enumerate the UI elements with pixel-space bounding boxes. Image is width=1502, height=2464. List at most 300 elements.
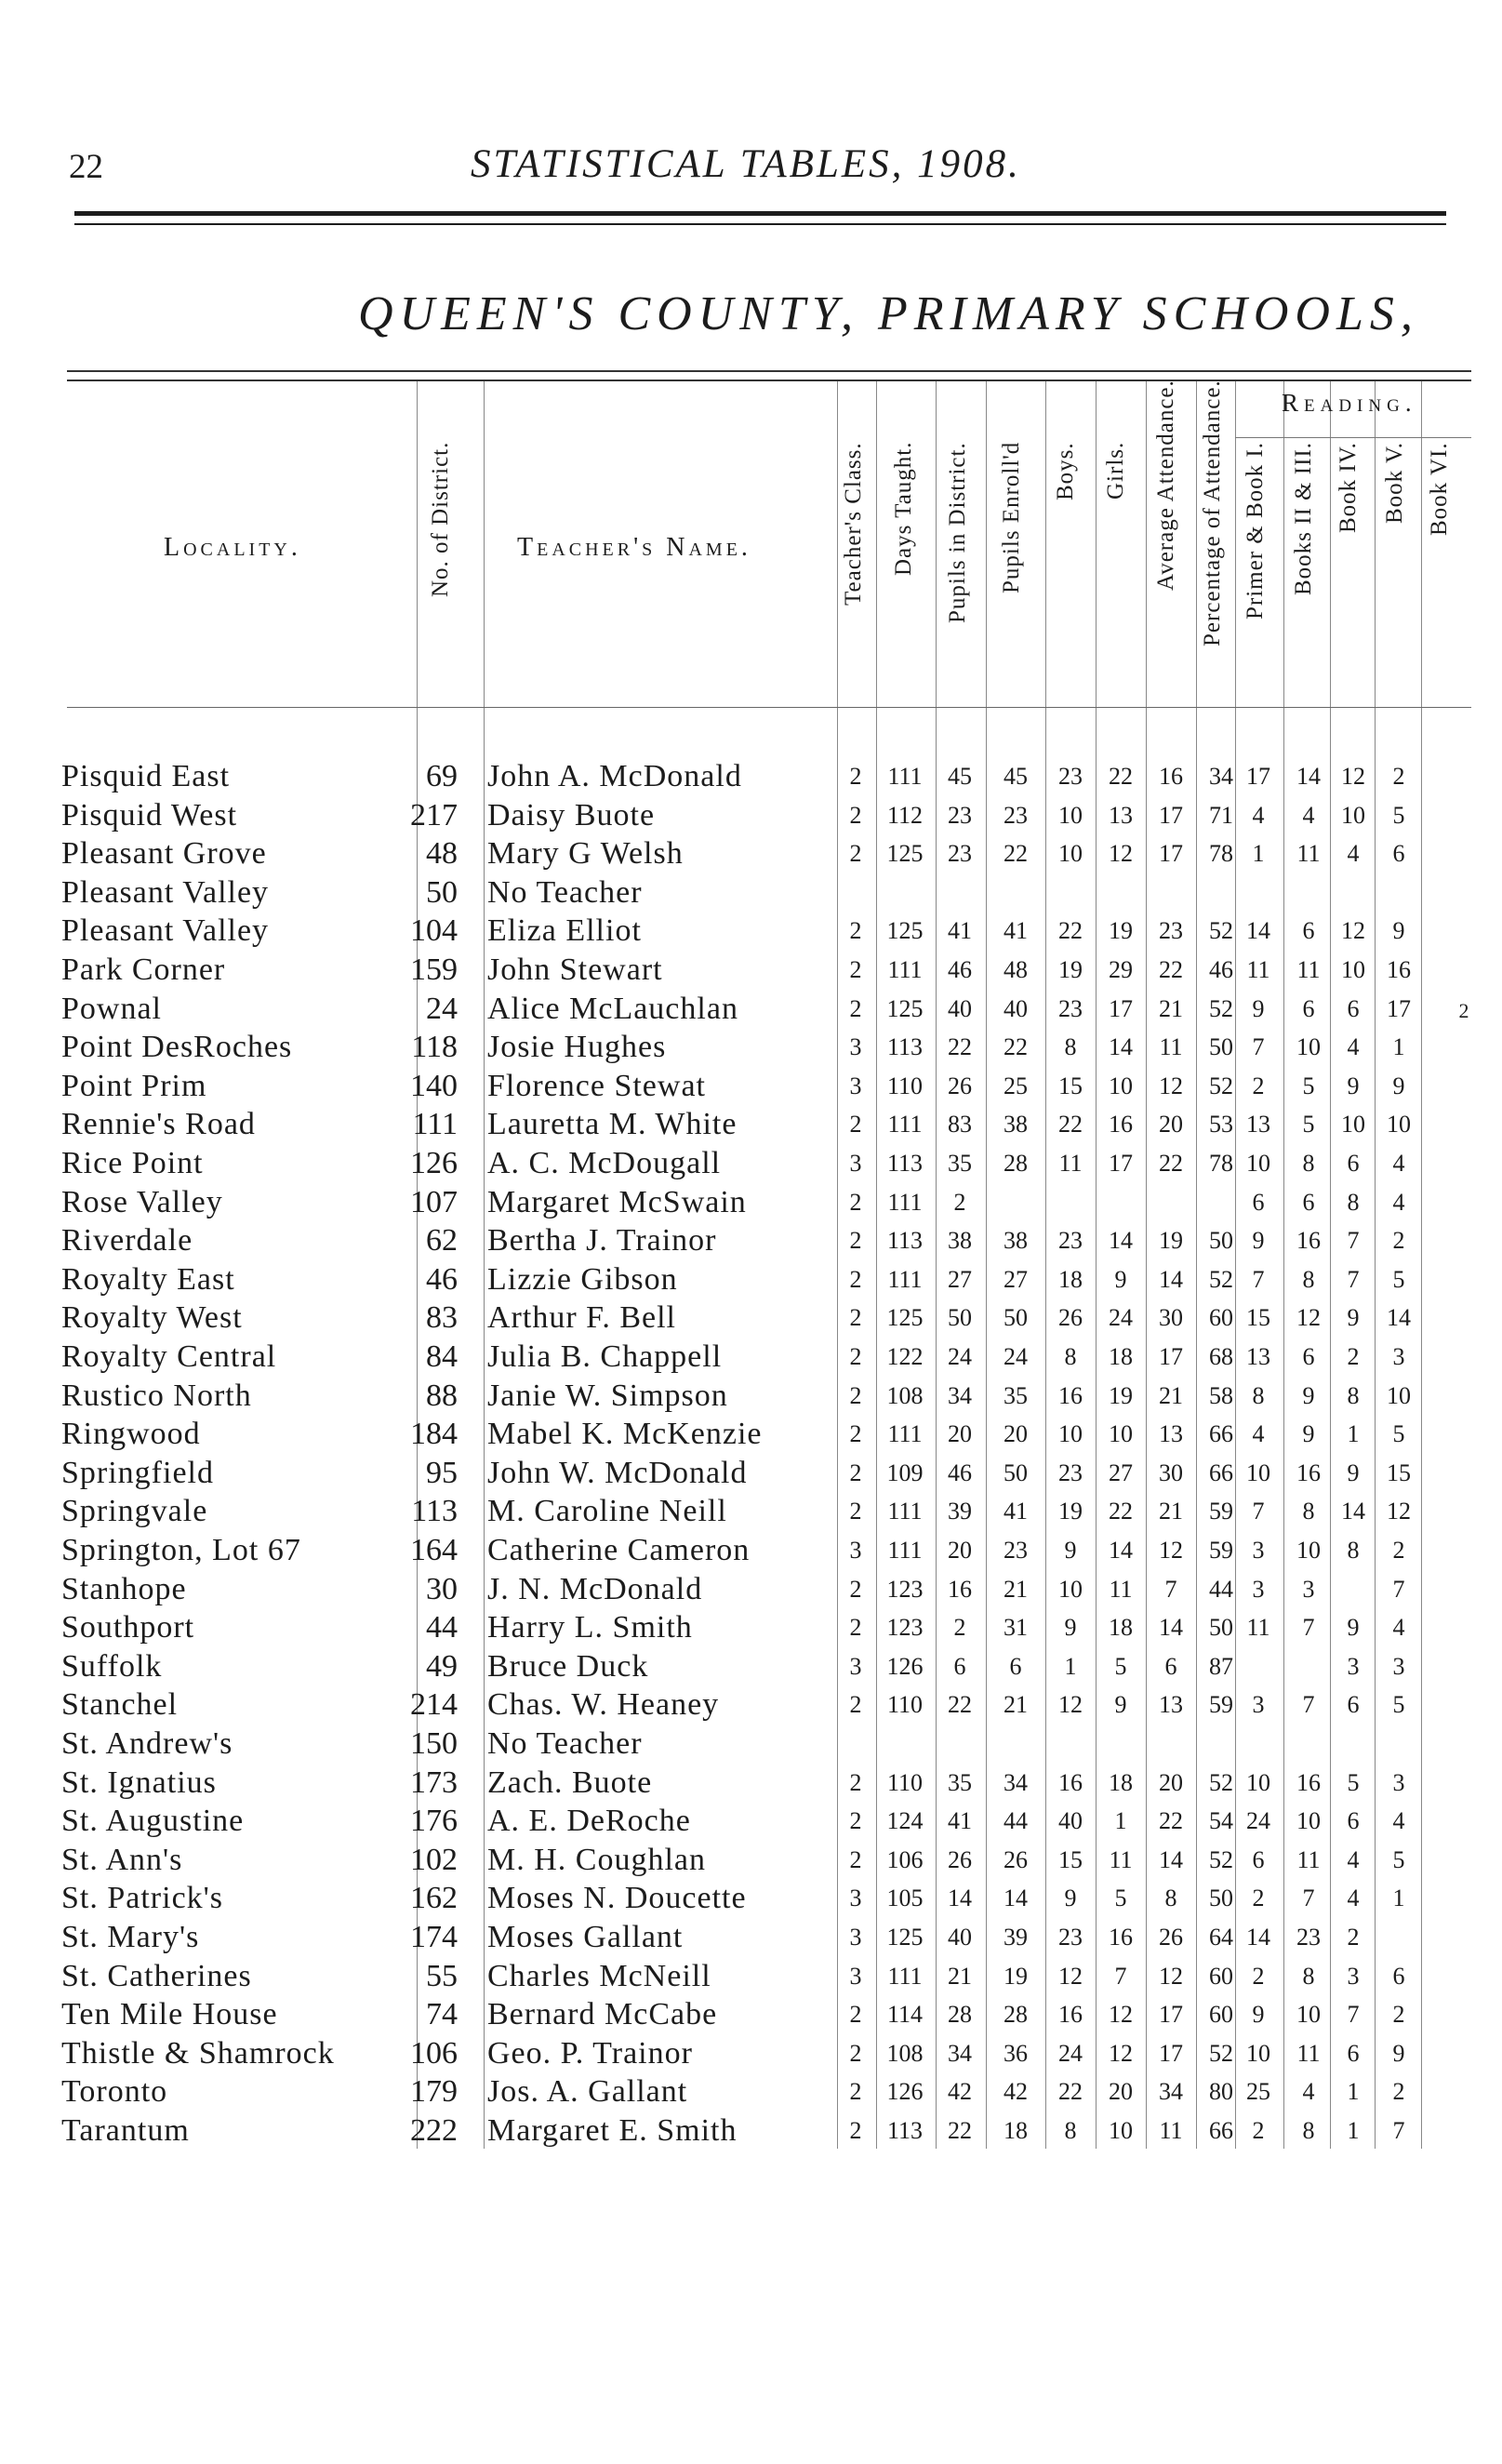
cell-locality: Springfield xyxy=(61,1455,214,1490)
cell-dist: 34 xyxy=(948,1381,972,1409)
cell-no: 106 xyxy=(410,2035,458,2071)
cell-b5: 4 xyxy=(1392,1150,1405,1177)
cell-no: 214 xyxy=(410,1687,458,1723)
cell-b4: 4 xyxy=(1347,1845,1360,1873)
cell-cls: 2 xyxy=(849,2039,862,2067)
cell-b5: 6 xyxy=(1392,1962,1405,1990)
cell-avg: 26 xyxy=(1159,1924,1183,1951)
cell-days: 126 xyxy=(886,1652,924,1680)
cell-avg: 13 xyxy=(1159,1420,1183,1448)
cell-teacher: Mary G Welsh xyxy=(487,836,684,872)
header-rule-thin xyxy=(74,223,1446,225)
cell-girls: 14 xyxy=(1109,1537,1133,1564)
cell-no: 24 xyxy=(426,991,458,1026)
cell-b23: 16 xyxy=(1296,1768,1321,1796)
table-row xyxy=(0,757,1502,796)
cell-b1: 6 xyxy=(1252,1845,1265,1873)
cell-boys: 10 xyxy=(1058,801,1083,829)
cell-enr: 44 xyxy=(1004,1807,1028,1835)
cell-cls: 3 xyxy=(849,1652,862,1680)
cell-b23: 5 xyxy=(1302,1072,1315,1099)
cell-locality: Suffolk xyxy=(61,1648,163,1684)
cell-teacher: Bruce Duck xyxy=(487,1648,649,1684)
cell-dist: 22 xyxy=(948,1033,972,1061)
cell-locality: Pleasant Valley xyxy=(61,913,270,949)
cell-days: 125 xyxy=(886,994,924,1022)
cell-b5: 14 xyxy=(1387,1304,1411,1332)
cell-avg: 17 xyxy=(1159,1343,1183,1370)
cell-no: 95 xyxy=(426,1455,458,1490)
cell-pct: 52 xyxy=(1209,917,1233,945)
cell-b4: 14 xyxy=(1341,1498,1365,1525)
cell-b5: 1 xyxy=(1392,1033,1405,1061)
cell-enr: 23 xyxy=(1004,1537,1028,1564)
cell-teacher: Arthur F. Bell xyxy=(487,1300,676,1336)
cell-days: 106 xyxy=(886,1845,924,1873)
cell-avg: 22 xyxy=(1159,1807,1183,1835)
cell-teacher: Lizzie Gibson xyxy=(487,1261,678,1297)
cell-cls: 2 xyxy=(849,2001,862,2029)
cell-cls: 3 xyxy=(849,1924,862,1951)
cell-b1: 17 xyxy=(1246,763,1270,790)
cell-dist: 20 xyxy=(948,1420,972,1448)
cell-b4: 5 xyxy=(1347,1768,1360,1796)
cell-days: 111 xyxy=(887,1962,923,1990)
cell-locality: Southport xyxy=(61,1610,195,1645)
cell-locality: St. Ann's xyxy=(61,1842,183,1877)
cell-avg: 34 xyxy=(1159,2078,1183,2106)
cell-b23: 4 xyxy=(1302,2078,1315,2106)
cell-avg: 17 xyxy=(1159,801,1183,829)
header-average-attendance: Average Attendance. xyxy=(1153,380,1178,591)
cell-locality: Stanchel xyxy=(61,1687,179,1723)
cell-boys: 9 xyxy=(1064,1614,1077,1642)
cell-teacher: J. N. McDonald xyxy=(487,1571,703,1606)
cell-no: 55 xyxy=(426,1958,458,1993)
cell-girls: 5 xyxy=(1114,1885,1127,1912)
cell-cls: 2 xyxy=(849,1575,862,1603)
cell-days: 111 xyxy=(887,1537,923,1564)
cell-pct: 66 xyxy=(1209,2117,1233,2144)
table-row xyxy=(0,1221,1502,1260)
cell-b1: 7 xyxy=(1252,1033,1265,1061)
cell-cls: 2 xyxy=(849,1265,862,1293)
cell-no: 48 xyxy=(426,836,458,872)
cell-pct: 52 xyxy=(1209,1265,1233,1293)
cell-b5: 3 xyxy=(1392,1768,1405,1796)
cell-no: 176 xyxy=(410,1804,458,1839)
cell-days: 111 xyxy=(887,1498,923,1525)
cell-pct: 50 xyxy=(1209,1227,1233,1255)
cell-days: 125 xyxy=(886,917,924,945)
cell-dist: 35 xyxy=(948,1768,972,1796)
cell-b4: 6 xyxy=(1347,1150,1360,1177)
cell-b23: 6 xyxy=(1302,917,1315,945)
cell-teacher: Bernard McCabe xyxy=(487,1997,718,2032)
cell-enr: 24 xyxy=(1004,1343,1028,1370)
cell-days: 111 xyxy=(887,763,923,790)
cell-girls: 1 xyxy=(1114,1807,1127,1835)
cell-days: 112 xyxy=(886,801,924,829)
header-book5: Book V. xyxy=(1382,442,1407,525)
cell-b4: 7 xyxy=(1347,2001,1360,2029)
cell-cls: 2 xyxy=(849,763,862,790)
cell-avg: 12 xyxy=(1159,1962,1183,1990)
cell-boys: 24 xyxy=(1058,2039,1083,2067)
cell-b5: 9 xyxy=(1392,1072,1405,1099)
cell-locality: Royalty East xyxy=(61,1261,235,1297)
cell-locality: Pisquid West xyxy=(61,797,238,832)
cell-b23: 6 xyxy=(1302,1343,1315,1370)
cell-enr: 18 xyxy=(1004,2117,1028,2144)
cell-b5: 5 xyxy=(1392,801,1405,829)
cell-cls: 2 xyxy=(849,2078,862,2106)
cell-boys: 23 xyxy=(1058,1227,1083,1255)
cell-locality: Point Prim xyxy=(61,1068,207,1103)
cell-locality: Stanhope xyxy=(61,1571,187,1606)
cell-girls: 16 xyxy=(1109,1111,1133,1139)
cell-pct: 60 xyxy=(1209,2001,1233,2029)
cell-b5: 3 xyxy=(1392,1343,1405,1370)
cell-days: 111 xyxy=(887,1265,923,1293)
cell-teacher: Alice McLauchlan xyxy=(487,991,738,1026)
cell-days: 125 xyxy=(886,840,924,868)
cell-enr: 48 xyxy=(1004,956,1028,983)
table-top-rule-thin xyxy=(67,380,1471,381)
cell-pct: 46 xyxy=(1209,956,1233,983)
cell-no: 174 xyxy=(410,1920,458,1954)
cell-enr: 22 xyxy=(1004,840,1028,868)
cell-pct: 52 xyxy=(1209,1845,1233,1873)
table-row xyxy=(0,1841,1502,1880)
cell-locality: Pleasant Valley xyxy=(61,874,270,910)
cell-days: 111 xyxy=(887,1188,923,1216)
cell-days: 125 xyxy=(886,1924,924,1951)
cell-boys: 16 xyxy=(1058,2001,1083,2029)
cell-b1: 3 xyxy=(1252,1691,1265,1719)
cell-boys: 8 xyxy=(1064,1033,1077,1061)
header-girls: Girls. xyxy=(1103,442,1128,500)
cell-avg: 30 xyxy=(1159,1458,1183,1486)
cell-no: 49 xyxy=(426,1648,458,1684)
cell-no: 159 xyxy=(410,952,458,987)
header-no-district: No. of District. xyxy=(428,442,453,598)
cell-teacher: A. E. DeRoche xyxy=(487,1804,691,1839)
running-head: STATISTICAL TABLES, 1908. xyxy=(471,142,1021,186)
cell-teacher: Chas. W. Heaney xyxy=(487,1687,720,1723)
cell-b4: 8 xyxy=(1347,1188,1360,1216)
cell-dist: 22 xyxy=(948,2117,972,2144)
cell-b1: 13 xyxy=(1246,1343,1270,1370)
cell-avg: 17 xyxy=(1159,2039,1183,2067)
header-teacher-class: Teacher's Class. xyxy=(841,442,866,606)
cell-no: 107 xyxy=(410,1184,458,1219)
cell-boys: 22 xyxy=(1058,917,1083,945)
cell-cls: 2 xyxy=(849,1498,862,1525)
cell-locality: Springton, Lot 67 xyxy=(61,1533,301,1567)
cell-avg: 21 xyxy=(1159,1381,1183,1409)
cell-pct: 71 xyxy=(1209,801,1233,829)
cell-teacher: Margaret E. Smith xyxy=(487,2113,738,2148)
cell-enr: 6 xyxy=(1009,1652,1022,1680)
cell-girls: 20 xyxy=(1109,2078,1133,2106)
cell-b4: 2 xyxy=(1347,1924,1360,1951)
table-row xyxy=(0,1570,1502,1609)
cell-days: 111 xyxy=(887,1111,923,1139)
cell-b5: 2 xyxy=(1392,1537,1405,1564)
cell-days: 124 xyxy=(886,1807,924,1835)
cell-cls: 3 xyxy=(849,1962,862,1990)
cell-b4: 3 xyxy=(1347,1652,1360,1680)
cell-b23: 10 xyxy=(1296,1537,1321,1564)
cell-cls: 2 xyxy=(849,1381,862,1409)
cell-boys: 10 xyxy=(1058,1420,1083,1448)
cell-boys: 23 xyxy=(1058,763,1083,790)
cell-b1: 7 xyxy=(1252,1265,1265,1293)
table-row xyxy=(0,1028,1502,1067)
cell-girls: 11 xyxy=(1109,1575,1133,1603)
cell-cls: 2 xyxy=(849,994,862,1022)
cell-days: 126 xyxy=(886,2078,924,2106)
cell-b23: 16 xyxy=(1296,1458,1321,1486)
cell-enr: 14 xyxy=(1004,1885,1028,1912)
cell-b1: 2 xyxy=(1252,2117,1265,2144)
cell-no: 88 xyxy=(426,1378,458,1413)
cell-b23: 16 xyxy=(1296,1227,1321,1255)
cell-dist: 20 xyxy=(948,1537,972,1564)
cell-pct: 50 xyxy=(1209,1033,1233,1061)
cell-b4: 4 xyxy=(1347,1033,1360,1061)
cell-teacher: Janie W. Simpson xyxy=(487,1378,728,1413)
cell-b1: 4 xyxy=(1252,801,1265,829)
cell-locality: St. Catherines xyxy=(61,1958,252,1993)
cell-teacher: A. C. McDougall xyxy=(487,1146,722,1180)
cell-locality: Rice Point xyxy=(61,1146,204,1180)
cell-avg: 14 xyxy=(1159,1265,1183,1293)
cell-cls: 2 xyxy=(849,1420,862,1448)
cell-no: 69 xyxy=(426,759,458,793)
cell-enr: 27 xyxy=(1004,1265,1028,1293)
cell-b23: 7 xyxy=(1302,1691,1315,1719)
cell-b23: 9 xyxy=(1302,1420,1315,1448)
cell-girls: 17 xyxy=(1109,1150,1133,1177)
cell-enr: 28 xyxy=(1004,1150,1028,1177)
cell-cls: 2 xyxy=(849,1845,862,1873)
cell-b4: 6 xyxy=(1347,994,1360,1022)
cell-boys: 40 xyxy=(1058,1807,1083,1835)
cell-no: 179 xyxy=(410,2074,458,2110)
cell-locality: Royalty West xyxy=(61,1300,243,1336)
cell-days: 110 xyxy=(886,1768,924,1796)
cell-b23: 10 xyxy=(1296,1807,1321,1835)
cell-cls: 2 xyxy=(849,1304,862,1332)
cell-dist: 21 xyxy=(948,1962,972,1990)
cell-b4: 9 xyxy=(1347,1458,1360,1486)
cell-days: 113 xyxy=(886,2117,924,2144)
cell-no: 126 xyxy=(410,1146,458,1180)
cell-b4: 6 xyxy=(1347,2039,1360,2067)
cell-pct: 58 xyxy=(1209,1381,1233,1409)
cell-no: 118 xyxy=(411,1030,458,1065)
cell-boys: 18 xyxy=(1058,1265,1083,1293)
cell-b4: 4 xyxy=(1347,840,1360,868)
cell-b5: 16 xyxy=(1387,956,1411,983)
cell-b1: 11 xyxy=(1246,1614,1270,1642)
table-row xyxy=(0,2111,1502,2151)
table-row xyxy=(0,1725,1502,1764)
cell-avg: 22 xyxy=(1159,956,1183,983)
cell-boys: 11 xyxy=(1058,1150,1083,1177)
cell-teacher: John A. McDonald xyxy=(487,759,742,793)
table-row xyxy=(0,1685,1502,1725)
cell-cls: 3 xyxy=(849,1150,862,1177)
cell-b5: 4 xyxy=(1392,1614,1405,1642)
cell-days: 113 xyxy=(886,1150,924,1177)
cell-b5: 2 xyxy=(1392,2001,1405,2029)
table-row xyxy=(0,990,1502,1029)
cell-no: 102 xyxy=(410,1842,458,1877)
cell-girls: 11 xyxy=(1109,1845,1133,1873)
cell-pct: 66 xyxy=(1209,1458,1233,1486)
cell-b23: 8 xyxy=(1302,2117,1315,2144)
cell-b4: 12 xyxy=(1341,917,1365,945)
cell-teacher: John Stewart xyxy=(487,952,663,987)
cell-pct: 59 xyxy=(1209,1537,1233,1564)
table-row xyxy=(0,1492,1502,1531)
cell-avg: 7 xyxy=(1164,1575,1177,1603)
cell-boys: 15 xyxy=(1058,1072,1083,1099)
cell-dist: 41 xyxy=(948,917,972,945)
cell-teacher: No Teacher xyxy=(487,874,643,910)
cell-days: 109 xyxy=(886,1458,924,1486)
cell-no: 62 xyxy=(426,1223,458,1259)
cell-b5: 9 xyxy=(1392,917,1405,945)
cell-teacher: Geo. P. Trainor xyxy=(487,2035,693,2071)
cell-avg: 11 xyxy=(1159,1033,1183,1061)
table-row xyxy=(0,1415,1502,1454)
cell-enr: 20 xyxy=(1004,1420,1028,1448)
cell-no: 217 xyxy=(410,797,458,832)
cell-teacher: Daisy Buote xyxy=(487,797,656,832)
cell-b4: 1 xyxy=(1347,2078,1360,2106)
cell-enr: 39 xyxy=(1004,1924,1028,1951)
cell-girls: 18 xyxy=(1109,1343,1133,1370)
cell-girls: 29 xyxy=(1109,956,1133,983)
cell-teacher: Eliza Elliot xyxy=(487,913,642,949)
cell-locality: Toronto xyxy=(61,2074,168,2110)
cell-cls: 2 xyxy=(849,1458,862,1486)
cell-teacher: Mabel K. McKenzie xyxy=(487,1417,763,1452)
cell-teacher: Moses Gallant xyxy=(487,1920,684,1954)
cell-days: 110 xyxy=(886,1691,924,1719)
cell-boys: 12 xyxy=(1058,1962,1083,1990)
cell-b23: 11 xyxy=(1296,840,1321,868)
cell-girls: 19 xyxy=(1109,1381,1133,1409)
cell-b1: 8 xyxy=(1252,1381,1265,1409)
cell-b4: 9 xyxy=(1347,1614,1360,1642)
cell-enr: 36 xyxy=(1004,2039,1028,2067)
cell-b4: 7 xyxy=(1347,1265,1360,1293)
cell-pct: 60 xyxy=(1209,1962,1233,1990)
cell-cls: 2 xyxy=(849,2117,862,2144)
cell-days: 110 xyxy=(886,1072,924,1099)
cell-boys: 9 xyxy=(1064,1885,1077,1912)
cell-teacher: Jos. A. Gallant xyxy=(487,2074,688,2110)
cell-b23: 4 xyxy=(1302,801,1315,829)
cell-avg: 17 xyxy=(1159,2001,1183,2029)
cell-no: 83 xyxy=(426,1300,458,1336)
cell-pct: 52 xyxy=(1209,994,1233,1022)
cell-dist: 50 xyxy=(948,1304,972,1332)
cell-dist: 38 xyxy=(948,1227,972,1255)
cell-b1: 25 xyxy=(1246,2078,1270,2106)
cell-enr: 22 xyxy=(1004,1033,1028,1061)
cell-b5: 5 xyxy=(1392,1845,1405,1873)
cell-pct: 50 xyxy=(1209,1885,1233,1912)
cell-b5: 5 xyxy=(1392,1691,1405,1719)
cell-b1: 9 xyxy=(1252,1227,1265,1255)
cell-dist: 23 xyxy=(948,801,972,829)
cell-dist: 26 xyxy=(948,1845,972,1873)
cell-b23: 8 xyxy=(1302,1150,1315,1177)
cell-dist: 14 xyxy=(948,1885,972,1912)
cell-b1: 10 xyxy=(1246,1768,1270,1796)
cell-no: 104 xyxy=(410,913,458,949)
cell-cls: 2 xyxy=(849,1614,862,1642)
cell-avg: 21 xyxy=(1159,1498,1183,1525)
cell-teacher: Josie Hughes xyxy=(487,1030,667,1065)
cell-enr: 21 xyxy=(1004,1691,1028,1719)
cell-teacher: M. Caroline Neill xyxy=(487,1494,727,1529)
cell-girls: 5 xyxy=(1114,1652,1127,1680)
cell-no: 184 xyxy=(410,1417,458,1452)
table-row xyxy=(0,2072,1502,2111)
cell-boys: 15 xyxy=(1058,1845,1083,1873)
cell-b1: 24 xyxy=(1246,1807,1270,1835)
table-row xyxy=(0,1183,1502,1222)
cell-b4: 4 xyxy=(1347,1885,1360,1912)
cell-teacher: Bertha J. Trainor xyxy=(487,1223,717,1259)
cell-dist: 46 xyxy=(948,1458,972,1486)
cell-no: 30 xyxy=(426,1571,458,1606)
table-row xyxy=(0,1879,1502,1918)
cell-b4: 2 xyxy=(1347,1343,1360,1370)
cell-cls: 3 xyxy=(849,1537,862,1564)
cell-boys: 12 xyxy=(1058,1691,1083,1719)
cell-locality: Pleasant Grove xyxy=(61,836,267,872)
cell-avg: 16 xyxy=(1159,763,1183,790)
cell-b5: 15 xyxy=(1387,1458,1411,1486)
cell-b1: 6 xyxy=(1252,1188,1265,1216)
header-days-taught: Days Taught. xyxy=(891,442,916,577)
cell-boys: 10 xyxy=(1058,1575,1083,1603)
table-row xyxy=(0,873,1502,912)
cell-locality: Pisquid East xyxy=(61,759,231,793)
cell-pct: 60 xyxy=(1209,1304,1233,1332)
cell-b23: 6 xyxy=(1302,1188,1315,1216)
cell-pct: 53 xyxy=(1209,1111,1233,1139)
cell-cls: 2 xyxy=(849,917,862,945)
cell-teacher: No Teacher xyxy=(487,1726,643,1761)
cell-no: 164 xyxy=(410,1533,458,1567)
cell-dist: 2 xyxy=(953,1188,966,1216)
cell-locality: St. Mary's xyxy=(61,1920,200,1954)
cell-cls: 2 xyxy=(849,1227,862,1255)
cell-b23: 10 xyxy=(1296,2001,1321,2029)
table-row xyxy=(0,1647,1502,1686)
cell-locality: Royalty Central xyxy=(61,1339,277,1374)
cell-no: 44 xyxy=(426,1610,458,1645)
